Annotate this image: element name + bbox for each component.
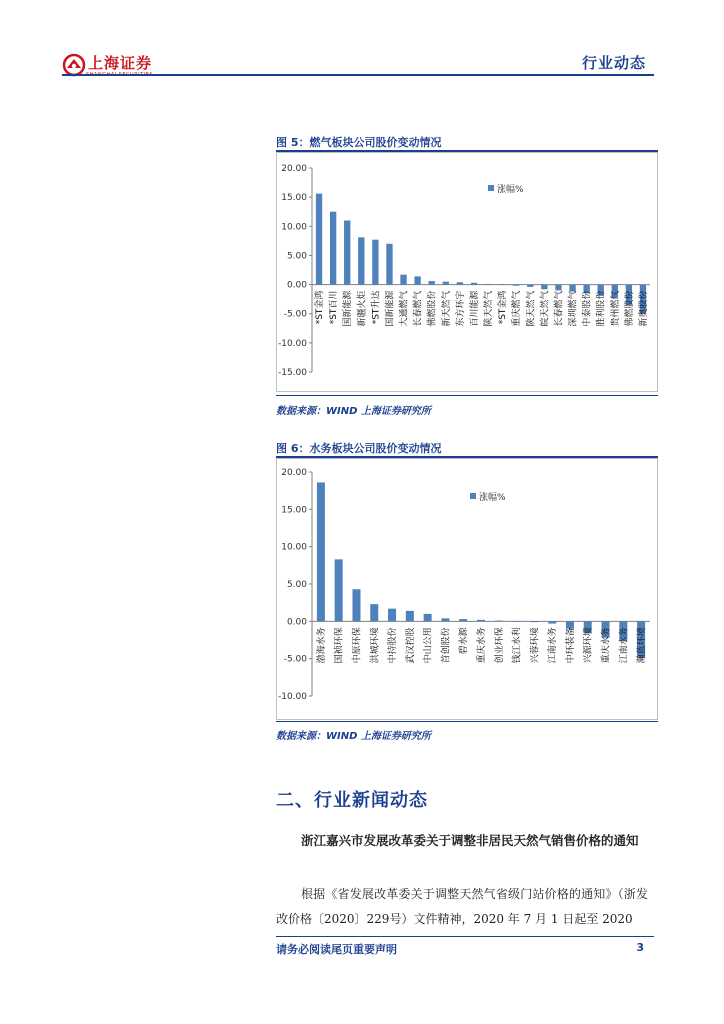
legend-label: 涨幅% xyxy=(497,185,524,195)
category-label: 贵州燃气 xyxy=(610,290,621,327)
category-label: 皖天然气 xyxy=(540,290,551,327)
category-label: 佛燃股份 xyxy=(624,290,635,327)
bar xyxy=(541,285,547,290)
category-label: 兴源环境 xyxy=(583,627,594,664)
bar xyxy=(459,619,467,621)
report-type-tag: 行业动态 xyxy=(581,54,646,72)
category-label: 渤海水务 xyxy=(316,627,327,664)
category-label: 长春燃气 xyxy=(554,290,565,327)
bar xyxy=(513,621,521,622)
category-label: 江南水务 xyxy=(619,627,630,664)
category-label: 东方环宇 xyxy=(455,290,466,327)
bar xyxy=(441,618,449,621)
legend-swatch xyxy=(470,493,476,499)
y-tick-label: 0.00 xyxy=(286,280,307,291)
bar xyxy=(495,621,503,622)
category-label: 中山公用 xyxy=(423,627,434,664)
y-tick-label: -5.00 xyxy=(283,654,307,665)
footer-disclaimer: 请务必阅读尾页重要声明 xyxy=(276,943,397,956)
y-tick-label: 5.00 xyxy=(286,580,307,590)
category-label: 重庆水务 xyxy=(601,627,612,664)
y-tick-label: 20.00 xyxy=(281,468,307,478)
y-tick-label: 10.00 xyxy=(281,542,307,553)
bar xyxy=(548,621,556,623)
figure-5-caption: 图 5：燃气板块公司股价变动情况 xyxy=(276,136,442,149)
bar xyxy=(358,237,364,284)
water-price-chart-svg xyxy=(276,458,658,720)
bar xyxy=(372,240,378,285)
y-tick-label: 15.00 xyxy=(281,505,307,516)
bar xyxy=(429,281,435,284)
bar xyxy=(317,482,325,621)
bar xyxy=(555,285,561,291)
y-tick-label: -15.00 xyxy=(277,368,307,378)
page-number: 3 xyxy=(636,941,644,954)
section-title: 二、行业新闻动态 xyxy=(276,790,428,811)
bar xyxy=(335,559,343,621)
legend-swatch xyxy=(488,185,494,191)
figure-6-caption: 图 6：水务板块公司股价变动情况 xyxy=(276,442,442,455)
bar xyxy=(352,589,360,621)
bar xyxy=(330,212,336,285)
category-label: 武汉控股 xyxy=(405,627,416,664)
bar xyxy=(530,621,538,622)
legend-label: 涨幅% xyxy=(479,493,506,503)
category-label: 胜利股份 xyxy=(596,290,607,327)
category-label: 江南水务 xyxy=(548,627,559,664)
category-label: 中持股份 xyxy=(388,627,399,664)
bar xyxy=(443,282,449,285)
bar xyxy=(527,285,533,287)
category-label: 百川能源 xyxy=(469,290,480,327)
category-label: *ST金鸿 xyxy=(315,290,326,325)
category-label: 新奥股份 xyxy=(638,290,649,327)
category-label: 重庆水务 xyxy=(477,627,487,664)
category-label: 长春燃气 xyxy=(413,290,424,327)
category-label: 中原环保 xyxy=(352,627,363,664)
header-divider xyxy=(62,74,654,76)
bar xyxy=(424,614,432,621)
category-label: 碧水源 xyxy=(459,627,470,655)
bar xyxy=(477,620,485,621)
footer-divider xyxy=(276,936,654,937)
category-label: 创业环保 xyxy=(494,627,505,664)
category-label: 国新能源 xyxy=(385,290,396,327)
news-body: 根据《省发展改革委关于调整天然气省级门站价格的通知》（浙发改价格〔2020〕229号）文件精神，2020 年 7 月 1 日起至 2020 xyxy=(276,887,648,926)
gas-price-chart xyxy=(276,152,658,392)
bar xyxy=(344,220,350,284)
category-label: 兴蓉环境 xyxy=(530,627,541,664)
water-price-chart xyxy=(276,458,658,720)
y-tick-label: 20.00 xyxy=(281,164,307,174)
y-tick-label: -5.00 xyxy=(283,309,307,320)
category-label: 陕天然气 xyxy=(526,290,537,327)
figure-6-source: 数据来源：WIND 上海证券研究所 xyxy=(276,731,431,742)
category-label: 钱江水利 xyxy=(512,627,523,664)
category-label: 深圳燃气 xyxy=(568,290,579,327)
y-tick-label: -10.00 xyxy=(277,338,307,349)
y-tick-label: 10.00 xyxy=(281,222,307,233)
figure-5-source: 数据来源：WIND 上海证券研究所 xyxy=(276,406,431,417)
bar xyxy=(316,194,322,285)
category-label: 大通燃气 xyxy=(399,290,410,327)
category-label: *ST金鸿 xyxy=(498,290,509,325)
bar xyxy=(370,604,378,621)
category-label: 国新能源 xyxy=(343,290,354,327)
bar xyxy=(388,609,396,622)
bar xyxy=(400,275,406,285)
category-label: 佛燃股份 xyxy=(427,290,438,327)
category-label: 瀚蓝环境 xyxy=(637,627,648,664)
bar xyxy=(471,283,477,285)
bar xyxy=(406,611,414,621)
category-label: 国祯环保 xyxy=(334,627,345,664)
category-label: 中泰股份 xyxy=(582,290,593,327)
bar xyxy=(569,285,575,292)
news-title: 浙江嘉兴市发展改革委关于调整非居民天然气销售价格的通知 xyxy=(301,833,639,848)
y-tick-label: -10.00 xyxy=(277,692,307,702)
category-label: 重庆燃气 xyxy=(512,290,523,327)
bar xyxy=(386,244,392,285)
bar xyxy=(457,282,463,284)
bar xyxy=(499,284,505,285)
figure-6-bottom-rule xyxy=(276,721,658,722)
y-tick-label: 5.00 xyxy=(286,251,307,262)
category-label: 洪城环境 xyxy=(370,627,381,664)
y-tick-label: 0.00 xyxy=(286,617,307,628)
category-label: 首创股份 xyxy=(441,627,452,664)
bar xyxy=(513,285,519,286)
brand-name: 上海证券 xyxy=(88,53,153,72)
category-label: *ST升达 xyxy=(371,290,382,325)
category-label: *ST百川 xyxy=(329,290,340,325)
figure-5-bottom-rule xyxy=(276,395,658,396)
gas-price-chart-svg xyxy=(276,152,658,392)
category-label: 新疆火炬 xyxy=(357,290,368,327)
bar xyxy=(485,284,491,285)
category-label: 陕天然气 xyxy=(484,290,495,327)
category-label: 新天然气 xyxy=(441,290,452,327)
bar xyxy=(414,276,420,284)
chart-border xyxy=(277,459,658,720)
category-label: 中环装备 xyxy=(565,627,576,664)
y-tick-label: 15.00 xyxy=(281,193,307,204)
